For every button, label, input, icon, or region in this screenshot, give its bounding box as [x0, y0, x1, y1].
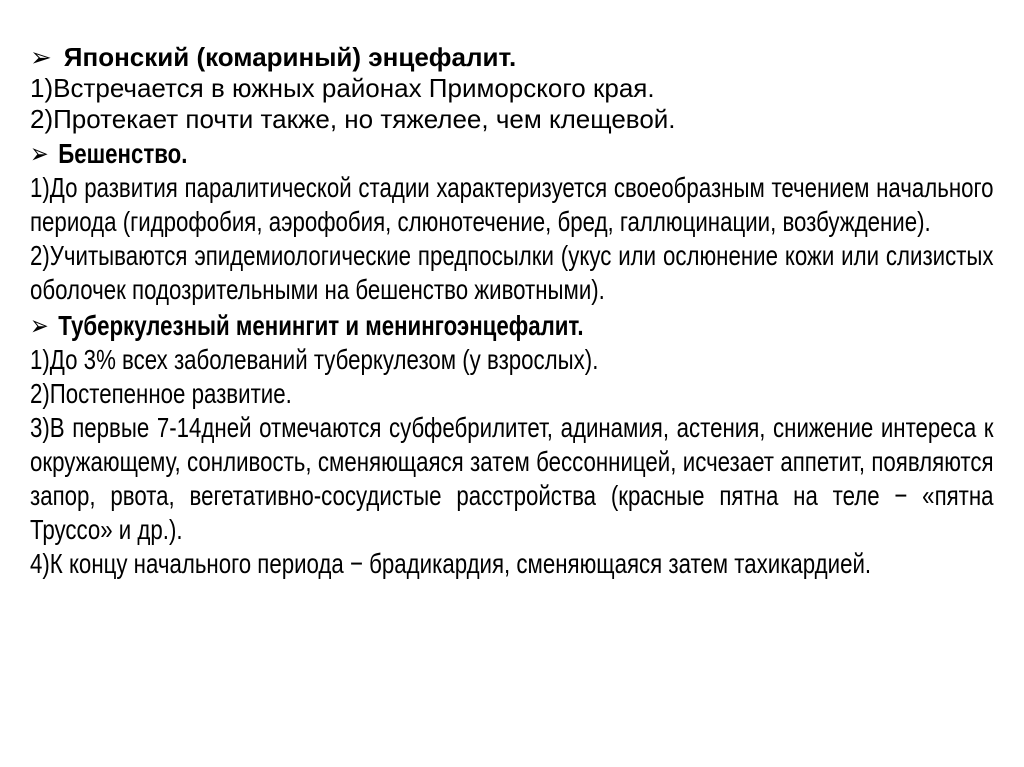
section-heading-text: Туберкулезный менингит и менингоэнцефалит. [58, 310, 584, 341]
paragraph: 4)К концу начального периода − брадикардия, сменяющаяся затем тахикардией. [30, 548, 872, 579]
paragraph: 2)Постепенное развитие. [30, 378, 292, 409]
section-rabies [30, 137, 994, 307]
arrow-bullet-icon: ➢ [30, 138, 49, 169]
paragraph: 1)До развития паралитической стадии характеризуется своеобразным течением начального периода (гидрофобия, аэрофобия, слюнотечение, бред, галлюцинации, возбуждение). [30, 172, 994, 237]
section-heading-text: Бешенство. [58, 138, 188, 169]
section-heading [30, 42, 994, 73]
section-japanese-encephalitis [30, 42, 994, 135]
section-heading [30, 137, 994, 171]
section-heading-text: Японский (комариный) энцефалит. [63, 42, 517, 72]
paragraph: 2)Учитываются эпидемиологические предпосылки (укус или ослюнение кожи или слизистых оболочек подозрительными на бешенство животными). [30, 240, 994, 305]
section-tuberculous-meningitis [30, 309, 994, 581]
paragraph: 3)В первые 7-14дней отмечаются субфебрилитет, адинамия, астения, снижение интереса к окружающему, сонливость, сменяющаяся затем бессонницей, исчезает аппетит, появляются запор, рвота, вегетативно-сосудистые расстройства (красные пятна на теле − «пятна Труссо» и др.). [30, 412, 994, 545]
paragraph: 1)Встречается в южных районах Приморского края. [30, 73, 655, 103]
arrow-bullet-icon: ➢ [30, 42, 52, 72]
arrow-bullet-icon: ➢ [30, 310, 49, 341]
condensed-text-block [30, 137, 994, 581]
paragraph: 1)До 3% всех заболеваний туберкулезом (у взрослых). [30, 344, 599, 375]
paragraph: 2)Протекает почти также, но тяжелее, чем клещевой. [30, 104, 676, 134]
section-heading [30, 309, 994, 343]
